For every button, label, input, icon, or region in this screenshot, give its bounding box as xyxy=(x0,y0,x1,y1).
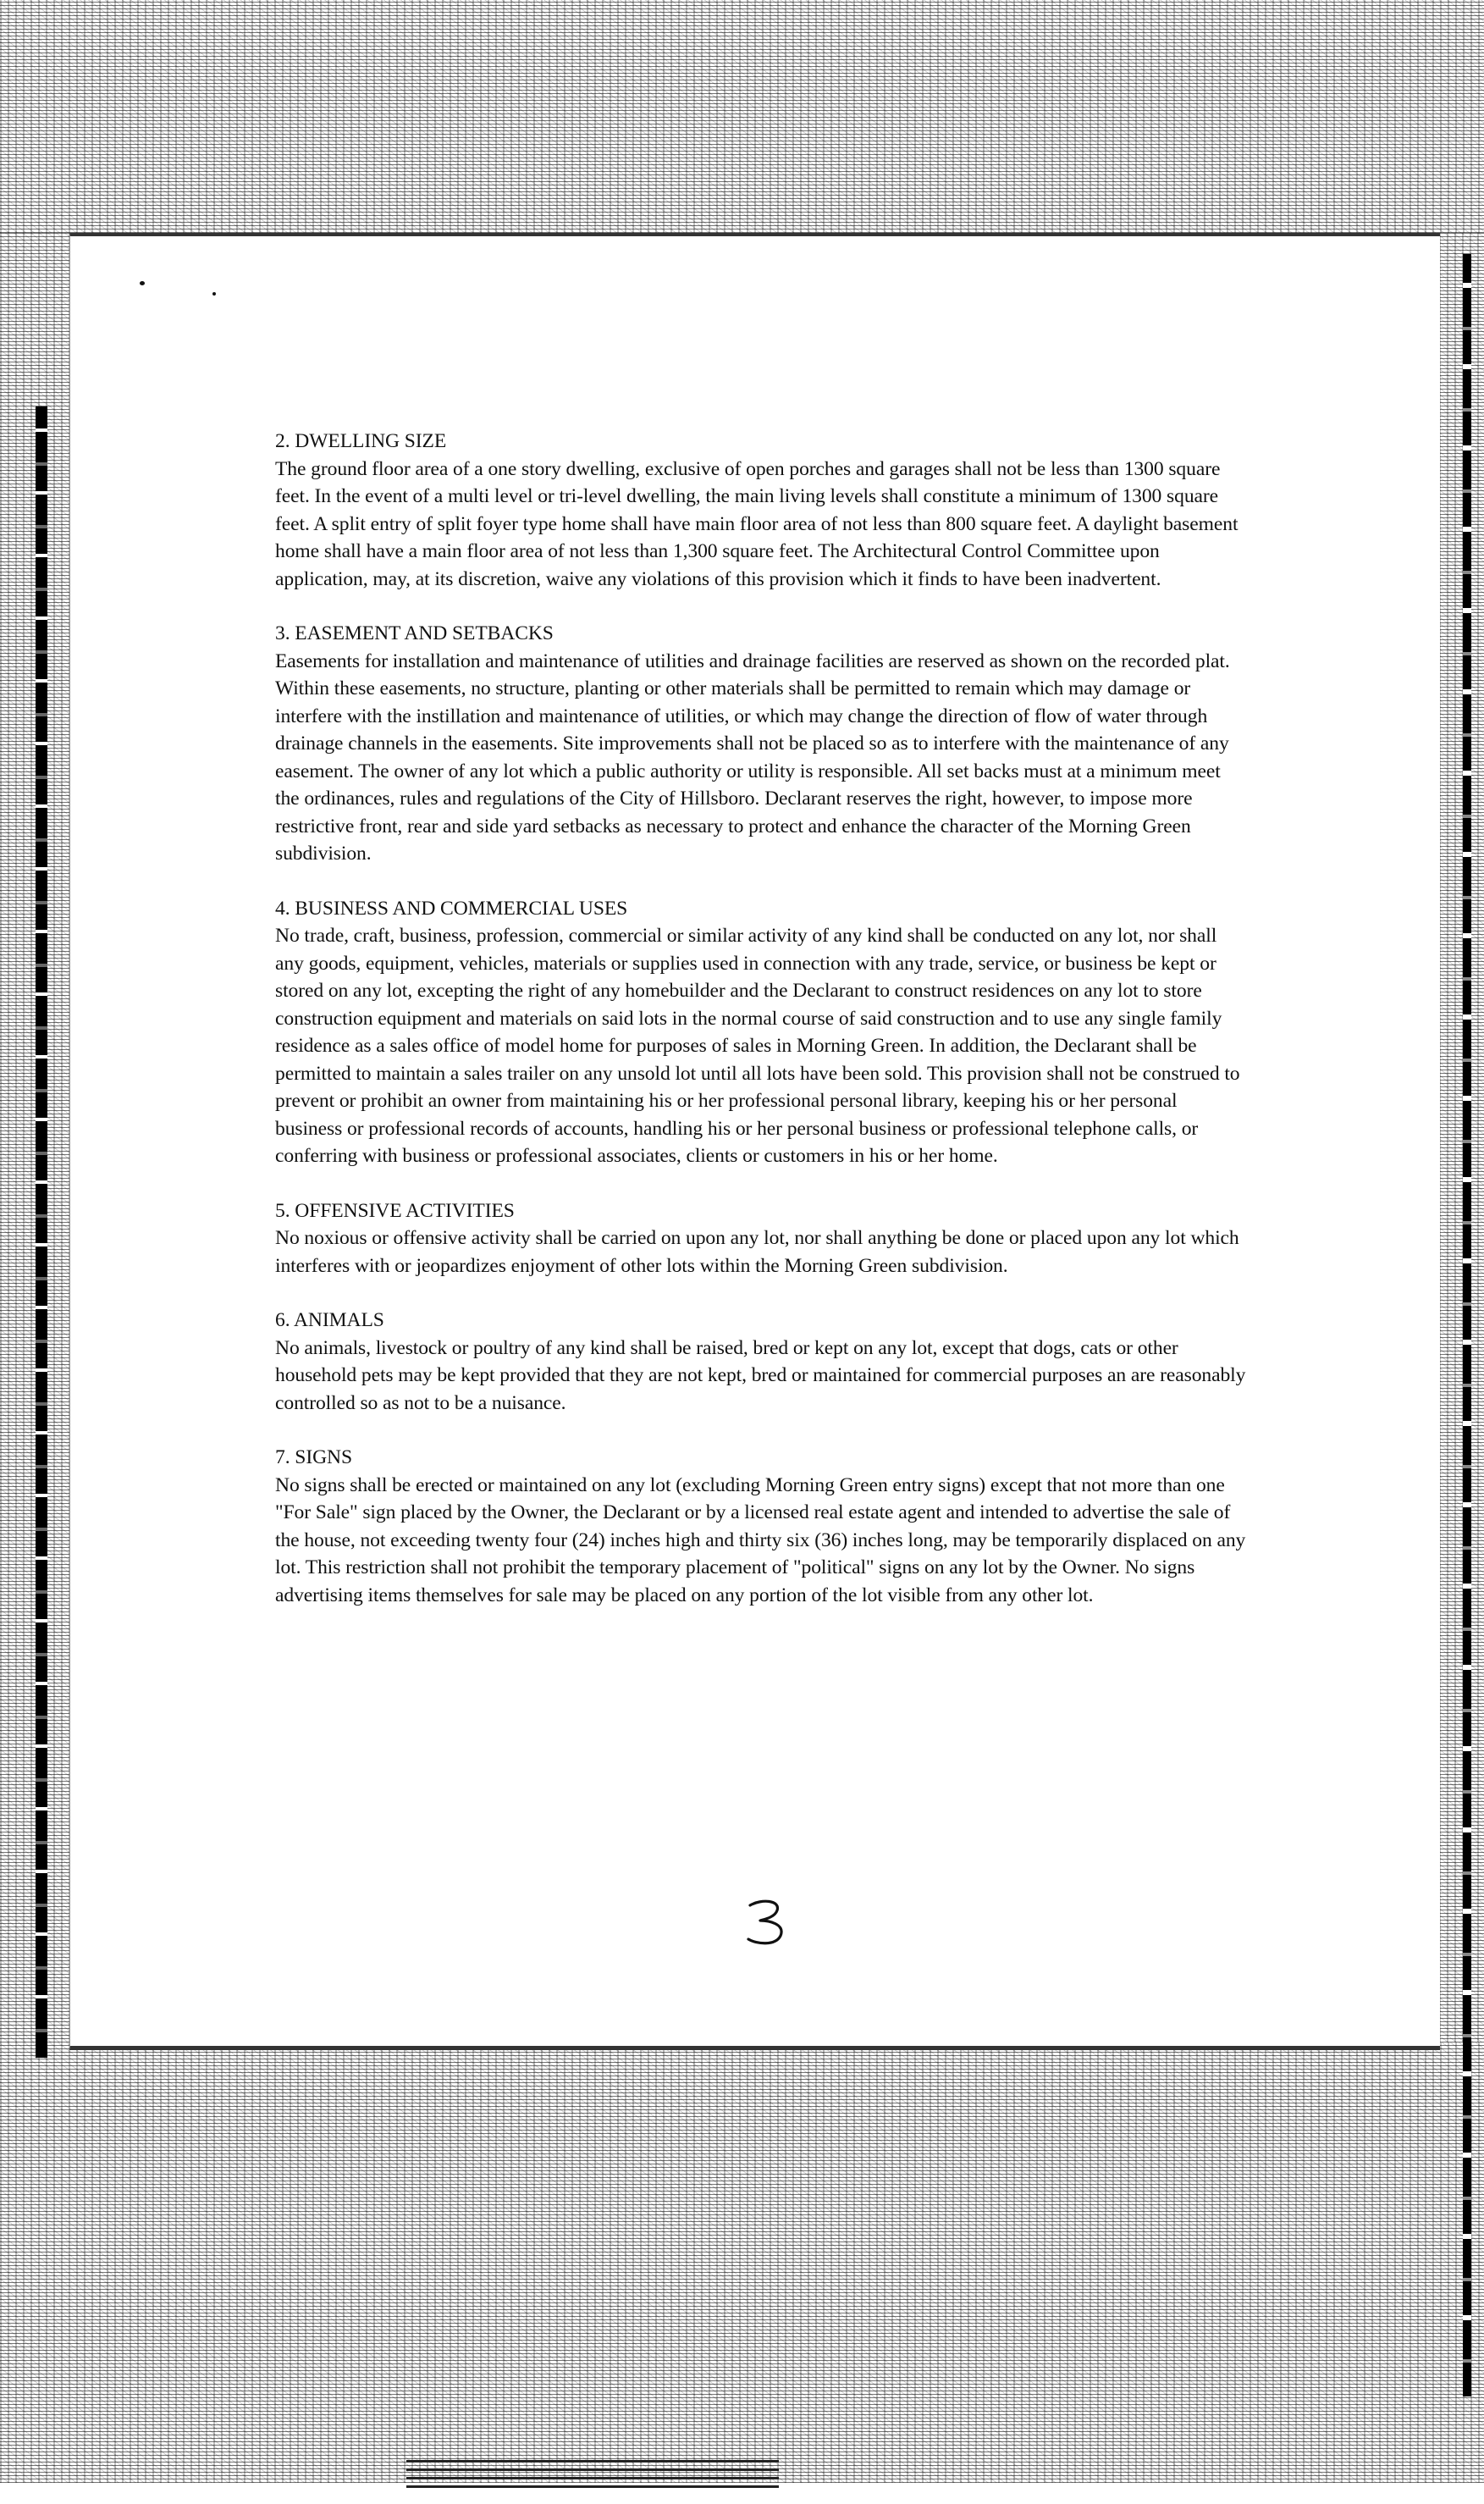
section-heading: 2. DWELLING SIZE xyxy=(275,430,447,452)
section-animals xyxy=(275,1307,1249,1417)
section-business-commercial-uses xyxy=(275,895,1249,1170)
section-text: The ground floor area of a one story dwelling, exclusive of open porches and garages shall not be less than 1300 square feet. In the event of a multi level or tri-level dwelling, the main living levels shall constitute a minimum of 1300 square feet. A split entry of split foyer type home shall have main floor area of not less than 800 square feet. A daylight basement home shall have a main floor area of not less than 1,300 square feet. The Architectural Control Committee upon application, may, at its discretion, waive any violations of this provision which it finds to have been inadvertent. xyxy=(275,457,1239,590)
section-text: No noxious or offensive activity shall be carried on upon any lot, nor shall anything be done or placed upon any lot which interferes with or jeopardizes enjoyment of other lots within the Morning Green subdivision. xyxy=(275,1227,1239,1277)
scan-noise-top xyxy=(0,0,1484,233)
section-heading: 4. BUSINESS AND COMMERCIAL USES xyxy=(275,897,628,920)
scan-rule xyxy=(406,2485,779,2488)
section-signs xyxy=(275,1444,1249,1609)
scan-speck xyxy=(212,292,216,296)
section-text: No animals, livestock or poultry of any kind shall be raised, bred or kept on any lot, except that dogs, cats or other household pets may be kept provided that they are not kept, bred or maintained for commercial purposes an are reasonably controlled so as not to be a nuisance. xyxy=(275,1336,1246,1414)
section-dwelling-size xyxy=(275,428,1249,593)
document-body xyxy=(275,428,1249,1636)
section-heading: 6. ANIMALS xyxy=(275,1309,384,1331)
page-number xyxy=(743,1897,794,1948)
scan-rule xyxy=(406,2460,779,2463)
scan-rule xyxy=(406,2477,779,2479)
section-text: No signs shall be erected or maintained on any lot (excluding Morning Green entry signs) except that not more than one "For Sale" sign placed by the Owner, the Declarant or by a licensed real estate agent and intended to advertise the sale of the house, not exceeding twenty four (24) inches high and thirty six (36) inches long, may be temporarily displaced on any lot. This restriction shall not prohibit the temporary placement of "political" signs on any lot by the Owner. No signs advertising items themselves for sale may be placed on any portion of the lot visible from any other lot. xyxy=(275,1473,1246,1606)
section-offensive-activities xyxy=(275,1197,1249,1280)
section-heading: 5. OFFENSIVE ACTIVITIES xyxy=(275,1199,515,1222)
section-heading: 7. SIGNS xyxy=(275,1446,352,1468)
section-text: No trade, craft, business, profession, commercial or similar activity of any kind shall be conducted on any lot, nor shall any goods, equipment, vehicles, materials or supplies used in connection with any trade, service, or business be kept or stored on any lot, excepting the right of any homebuilder and the Declarant to construct residences on any lot to store construction equipment and materials on said lots in the normal course of said construction and to use any single family residence as a sales office of model home for purposes of sales in Morning Green. In addition, the Declarant shall be permitted to maintain a sales trailer on any unsold lot until all lots have been sold. This provision shall not be construed to prevent or prohibit an owner from maintaining his or her professional personal library, keeping his or her personal business or professional records of accounts, handling his or her personal business or professional telephone calls, or conferring with business or professional associates, clients or customers in his or her home. xyxy=(275,925,1240,1167)
scan-edge-right xyxy=(1463,254,1471,2396)
scan-speck xyxy=(140,281,145,285)
scan-rule xyxy=(406,2468,779,2471)
section-text: Easements for installation and maintenance of utilities and drainage facilities are reserved as shown on the recorded plat. Within these easements, no structure, planting or other materials shall be permitted to remain which may damage or interfere with the instillation and maintenance of utilities, or which may change the direction of flow of water through drainage channels in the easements. Site improvements shall not be placed so as to interfere with the maintenance of any easement. The owner of any lot which a public authority or utility is responsible. All set backs must at a minimum meet the ordinances, rules and regulations of the City of Hillsboro. Declarant reserves the right, however, to impose more restrictive front, rear and side yard setbacks as necessary to protect and enhance the character of the Morning Green subdivision. xyxy=(275,649,1230,865)
scan-noise-right xyxy=(1439,233,1484,2042)
scan-noise-bottom xyxy=(0,2042,1484,2483)
handwritten-page-number xyxy=(743,1897,794,1948)
section-heading: 3. EASEMENT AND SETBACKS xyxy=(275,622,554,644)
section-easement-setbacks xyxy=(275,620,1249,868)
scan-noise-left xyxy=(0,233,69,2042)
scan-edge-left xyxy=(36,406,47,2058)
